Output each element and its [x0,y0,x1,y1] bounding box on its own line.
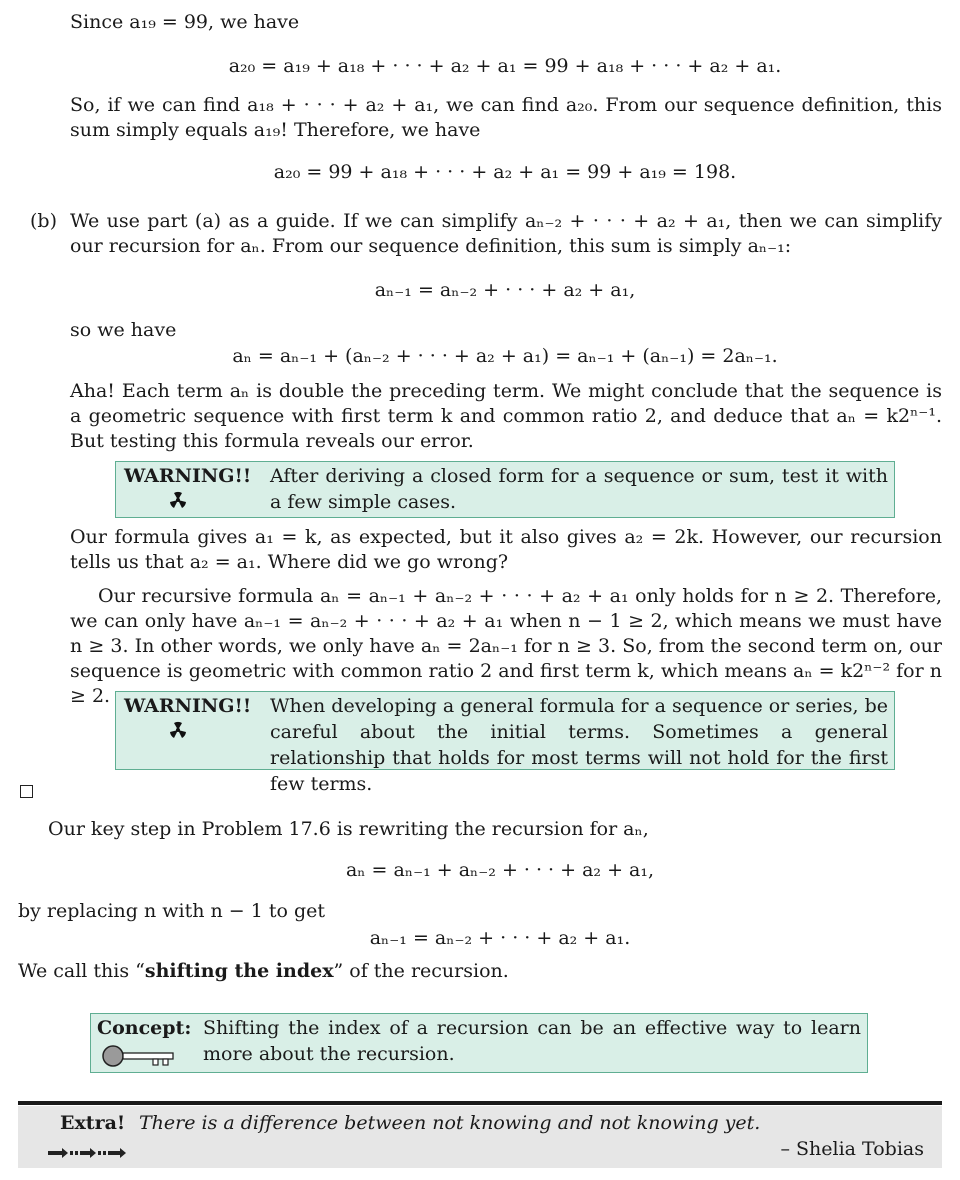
warning-title: WARNING!! [124,695,252,717]
warning-box-1 [115,461,895,518]
part-a-paragraph-2: So, if we can find a₁₈ + · · · + a₂ + a₁, we can find a₂₀. From our sequence definition, this sum simply equals a₁₉! Therefore, we have [70,94,942,141]
after-paragraph-3-pre: We call this “ [18,960,145,982]
warning-title: WARNING!! [124,465,252,487]
shifting-the-index-term: shifting the index [144,960,334,982]
radiation-hazard-icon [168,490,188,515]
extra-attribution: – Shelia Tobias [780,1138,924,1160]
part-a-equation-2: a₂₀ = 99 + a₁₈ + · · · + a₂ + a₁ = 99 + a₁₉ = 198. [273,161,737,183]
warning-text: When developing a general formula for a sequence or series, be careful about the initial terms. Sometimes a general relationship that holds for most terms will not hold for the first few terms. [270,695,888,795]
radiation-hazard-icon [168,720,188,745]
concept-title: Concept: [97,1017,192,1039]
part-b-equation-2: aₙ = aₙ₋₁ + (aₙ₋₂ + · · · + a₂ + a₁) = aₙ₋₁ + (aₙ₋₁) = 2aₙ₋₁. [232,345,778,367]
concept-text: Shifting the index of a recursion can be an effective way to learn more about the recursion. [203,1017,861,1065]
end-of-proof-square [20,785,33,798]
extra-arrows-icon [48,1142,128,1164]
key-icon [101,1044,177,1073]
after-equation-2: aₙ₋₁ = aₙ₋₂ + · · · + a₂ + a₁. [369,927,631,949]
extra-top-rule [18,1101,942,1105]
part-a-equation-1: a₂₀ = a₁₉ + a₁₈ + · · · + a₂ + a₁ = 99 + a₁₈ + · · · + a₂ + a₁. [228,55,782,77]
after-paragraph-2: by replacing n with n − 1 to get [18,900,326,922]
warning-box-2 [115,691,895,795]
part-b-paragraph-3: Aha! Each term aₙ is double the preceding term. We might conclude that the sequence is a geometric sequence with first term k and common ratio 2, and deduce that aₙ = k2ⁿ⁻¹. But testing this formula reveals our error. [70,380,942,452]
concept-box [90,1013,868,1073]
warning-text: After deriving a closed form for a sequence or sum, test it with a few simple cases. [270,465,888,513]
after-paragraph-3-post: ” of the recursion. [333,960,509,982]
after-paragraph-1: Our key step in Problem 17.6 is rewriting the recursion for aₙ, [48,818,649,840]
part-b-paragraph-5: Our recursive formula aₙ = aₙ₋₁ + aₙ₋₂ + · · · + a₂ + a₁ only holds for n ≥ 2. Therefore, we can only have aₙ₋₁ = aₙ₋₂ + · · · + a₂ + a₁ when n − 1 ≥ 2, which means we must have n ≥ 3. In other words, we only have aₙ = 2aₙ₋₁ for n ≥ 3. So, from the second term on, our sequence is geometric with common ratio 2 and first term k, which means aₙ = k2ⁿ⁻² for n ≥ 2. [70,585,942,707]
part-a-line1: Since a₁₉ = 99, we have [70,11,300,33]
part-b-paragraph-4: Our formula gives a₁ = k, as expected, but it also gives a₂ = 2k. However, our recursion tells us that a₂ = a₁. Where did we go wrong? [70,526,942,573]
after-paragraph-3 [18,959,509,984]
after-equation-1: aₙ = aₙ₋₁ + aₙ₋₂ + · · · + a₂ + a₁, [345,859,655,881]
part-b-label: (b) [30,210,57,232]
extra-box [18,1106,942,1168]
extra-title: Extra! [60,1112,126,1134]
extra-quote: There is a difference between not knowing and not knowing yet. [139,1112,761,1134]
part-b-paragraph-1: We use part (a) as a guide. If we can simplify aₙ₋₂ + · · · + a₂ + a₁, then we can simplify our recursion for aₙ. From our sequence definition, this sum is simply aₙ₋₁: [70,210,942,257]
part-b-so-we-have: so we have [70,319,177,341]
part-b-equation-1: aₙ₋₁ = aₙ₋₂ + · · · + a₂ + a₁, [374,279,636,301]
